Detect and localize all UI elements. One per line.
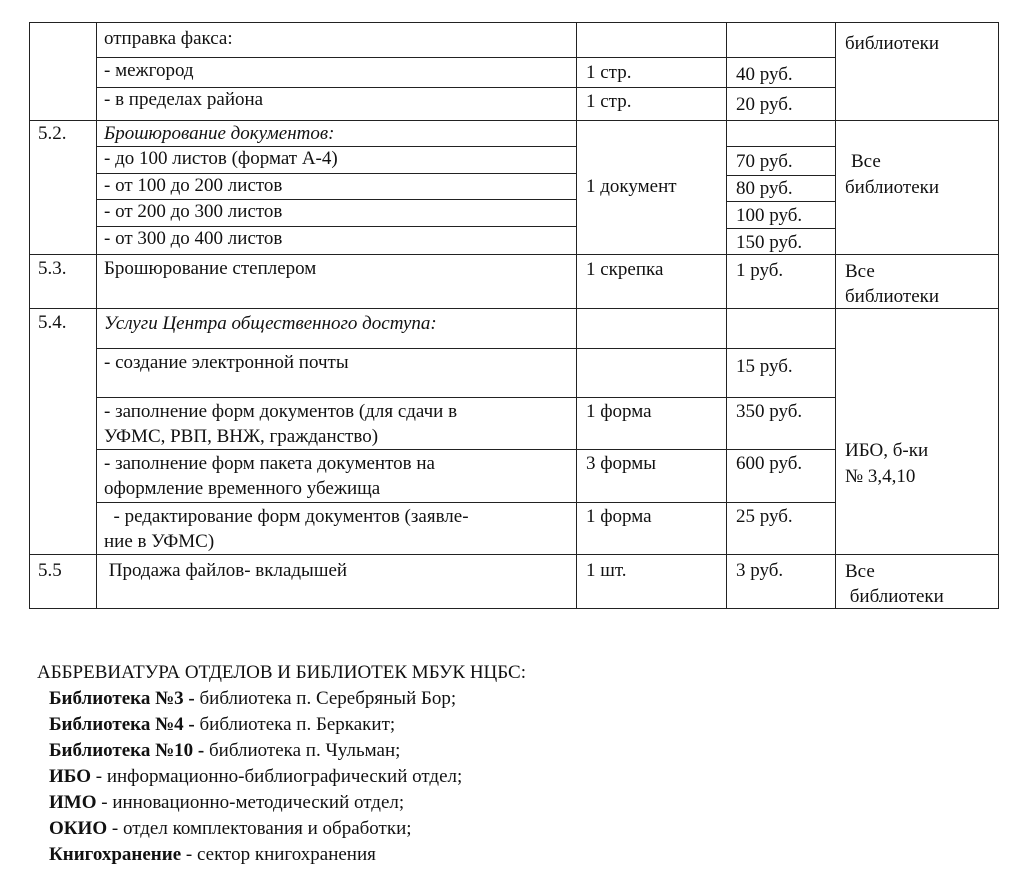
- service-cell: - до 100 листов (формат А-4): [104, 148, 338, 169]
- service-cell: УФМС, РВП, ВНЖ, гражданство): [104, 426, 379, 447]
- price-cell: 70 руб.: [736, 151, 793, 172]
- legend-title: АББРЕВИАТУРА ОТДЕЛОВ И БИБЛИОТЕК МБУК НЦБС:: [37, 662, 526, 683]
- legend-text: библиотека п. Серебряный Бор;: [194, 688, 457, 709]
- price-cell: 15 руб.: [736, 356, 793, 377]
- row-number: 5.2.: [38, 123, 67, 144]
- unit-cell: 1 форма: [586, 401, 652, 422]
- service-cell: Брошюрование степлером: [104, 258, 317, 279]
- location-cell: библиотеки: [845, 177, 940, 198]
- location-cell: Все: [845, 261, 875, 282]
- location-cell: ИБО, б-ки: [845, 440, 929, 461]
- service-cell: - от 300 до 400 листов: [104, 228, 283, 249]
- row-line: [29, 254, 999, 255]
- table-border-right: [998, 22, 999, 608]
- service-cell: - заполнение форм пакета документов на: [104, 453, 435, 474]
- table-border-top: [29, 22, 999, 23]
- service-heading: Услуги Центра общественного доступа:: [104, 313, 437, 334]
- row-line: [726, 146, 835, 147]
- unit-cell: 1 стр.: [586, 62, 632, 83]
- legend-abbr: Библиотека №4 -: [49, 714, 195, 735]
- legend-item: [37, 738, 526, 764]
- row-number: 5.5: [38, 560, 62, 581]
- service-cell: оформление временного убежища: [104, 478, 381, 499]
- legend-abbr: ИМО: [49, 792, 97, 813]
- service-cell: - заполнение форм документов (для сдачи в: [104, 401, 458, 422]
- column-divider-num: [96, 22, 97, 608]
- legend-text: - инновационно-методический отдел;: [96, 792, 405, 813]
- price-cell: 600 руб.: [736, 453, 803, 474]
- legend-abbr: Библиотека №10 -: [49, 740, 205, 761]
- unit-cell: 1 стр.: [586, 91, 632, 112]
- abbreviation-legend: [37, 660, 526, 868]
- service-cell: отправка факса:: [104, 28, 233, 49]
- service-cell: - от 200 до 300 листов: [104, 201, 283, 222]
- unit-cell: 1 документ: [586, 176, 677, 197]
- location-cell: библиотеки: [845, 33, 940, 54]
- legend-text: - сектор книгохранения: [181, 844, 376, 865]
- location-cell: библиотеки: [845, 286, 940, 307]
- price-cell: 80 руб.: [736, 178, 793, 199]
- unit-cell: 1 форма: [586, 506, 652, 527]
- column-divider-unit: [576, 22, 577, 608]
- row-line: [96, 348, 835, 349]
- service-heading: Брошюрование документов:: [104, 123, 335, 144]
- legend-item: [37, 842, 526, 868]
- legend-item: [37, 712, 526, 738]
- price-cell: 20 руб.: [736, 94, 793, 115]
- service-cell: - создание электронной почты: [104, 352, 349, 373]
- row-number: 5.4.: [38, 312, 67, 333]
- price-cell: 3 руб.: [736, 560, 784, 581]
- legend-text: библиотека п. Чульман;: [204, 740, 401, 761]
- service-cell: - межгород: [104, 60, 194, 81]
- row-line: [96, 397, 835, 398]
- legend-item: [37, 790, 526, 816]
- unit-cell: 3 формы: [586, 453, 657, 474]
- service-cell: - от 100 до 200 листов: [104, 175, 283, 196]
- location-cell: Все: [851, 151, 881, 172]
- column-divider-where: [835, 22, 836, 608]
- legend-item: [37, 816, 526, 842]
- row-line: [96, 57, 835, 58]
- service-cell: - редактирование форм документов (заявле-: [104, 506, 469, 527]
- price-cell: 150 руб.: [736, 232, 803, 253]
- price-cell: 1 руб.: [736, 260, 784, 281]
- location-cell: Все: [845, 561, 875, 582]
- price-cell: 40 руб.: [736, 64, 793, 85]
- price-cell: 25 руб.: [736, 506, 793, 527]
- table-border-left: [29, 22, 30, 608]
- legend-item: [37, 764, 526, 790]
- price-cell: 350 руб.: [736, 401, 803, 422]
- service-cell: - в пределах района: [104, 89, 264, 110]
- legend-item: [37, 686, 526, 712]
- service-cell: ние в УФМС): [104, 531, 215, 552]
- legend-text: библиотека п. Беркакит;: [194, 714, 396, 735]
- legend-abbr: Библиотека №3 -: [49, 688, 195, 709]
- column-divider-price: [726, 22, 727, 608]
- location-cell: библиотеки: [845, 586, 944, 607]
- service-cell: Продажа файлов- вкладышей: [104, 560, 348, 581]
- unit-cell: 1 шт.: [586, 560, 627, 581]
- legend-abbr: ИБО: [49, 766, 91, 787]
- unit-cell: 1 скрепка: [586, 259, 664, 280]
- location-cell: № 3,4,10: [845, 466, 916, 487]
- legend-abbr: Книгохранение: [49, 844, 182, 865]
- row-number: 5.3.: [38, 258, 67, 279]
- row-line: [96, 502, 835, 503]
- price-cell: 100 руб.: [736, 205, 803, 226]
- legend-text: - информационно-библиографический отдел;: [91, 766, 463, 787]
- legend-abbr: ОКИО: [49, 818, 108, 839]
- legend-text: - отдел комплектования и обработки;: [107, 818, 412, 839]
